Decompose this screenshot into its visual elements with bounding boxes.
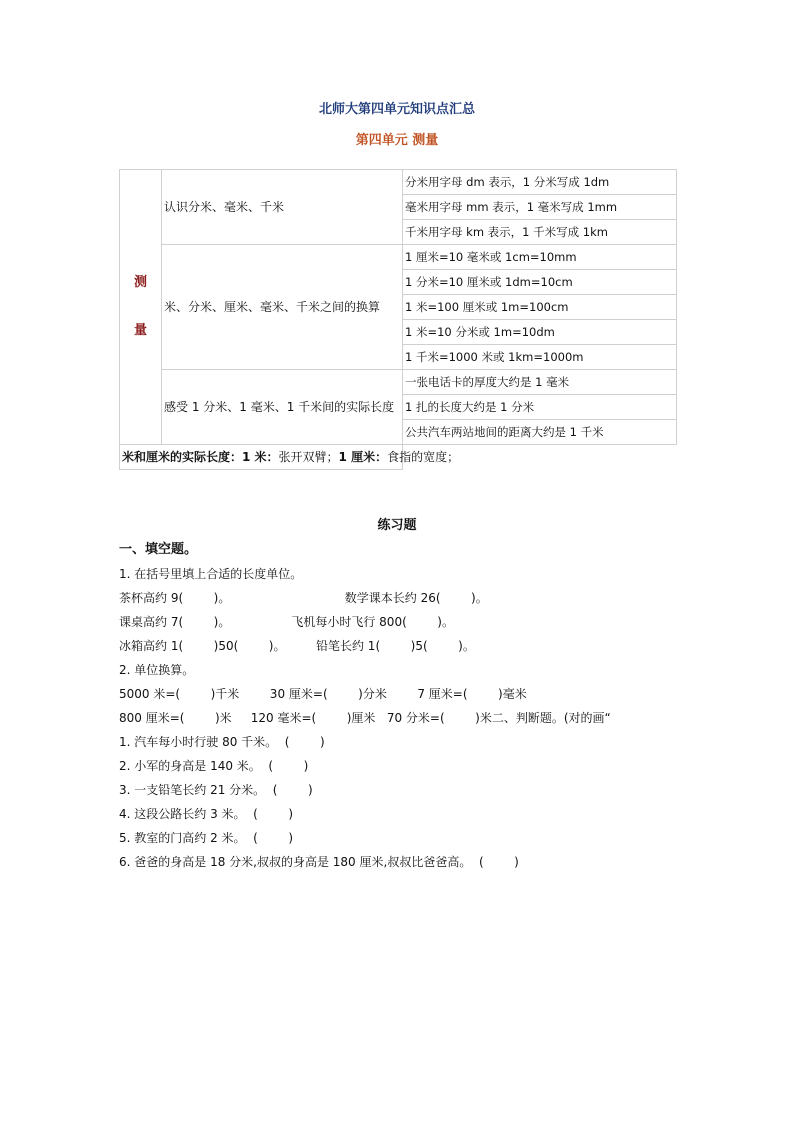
exercise-line: 6. 爸爸的身高是 18 分米,叔叔的身高是 180 厘米,叔叔比爸爸高。 ( )	[119, 855, 519, 869]
exercise-line: 5. 教室的门高约 2 米。 ( )	[119, 831, 294, 845]
side-label-2: 量	[133, 323, 147, 338]
exercise-line: 1. 汽车每小时行驶 80 千米。 ( )	[119, 735, 325, 749]
detail-cell: 1 厘米=10 毫米或 1cm=10mm	[403, 245, 677, 270]
detail-cell: 1 千米=1000 米或 1km=1000m	[403, 345, 677, 370]
exercise-line: 5000 米=( )千米 30 厘米=( )分米 7 厘米=( )毫米	[119, 687, 527, 701]
detail-cell: 毫米用字母 mm 表示，1 毫米写成 1mm	[403, 195, 677, 220]
exercise-line: 茶杯高约 9( )。 数学课本长约 26( )。	[119, 591, 488, 605]
summary-bold-2: 1 厘米：	[338, 450, 388, 464]
exercise-title: 练习题	[377, 518, 417, 533]
unit-subtitle: 第四单元 测量	[355, 133, 439, 148]
summary-cell	[120, 445, 460, 470]
exercise-line: 课桌高约 7( )。 飞机每小时飞行 800( )。	[119, 615, 454, 629]
detail-cell: 1 分米=10 厘米或 1dm=10cm	[403, 270, 677, 295]
exercise-line: 2. 单位换算。	[119, 663, 195, 677]
detail-cell: 公共汽车两站地间的距离大约是 1 千米	[403, 420, 677, 445]
document-title: 北师大第四单元知识点汇总	[318, 102, 475, 117]
exercise-line: 3. 一支铅笔长约 21 分米。 ( )	[119, 783, 313, 797]
detail-cell: 1 米=10 分米或 1m=10dm	[403, 320, 677, 345]
side-label-1: 测	[133, 275, 147, 290]
detail-cell: 一张电话卡的厚度大约是 1 毫米	[403, 370, 677, 395]
exercise-line: 2. 小军的身高是 140 米。 ( )	[119, 759, 309, 773]
knowledge-table	[119, 169, 677, 470]
exercise-line: 800 厘米=( )米 120 毫米=( )厘米 70 分米=( )米二、判断题。(对的画“	[119, 711, 611, 725]
topic-cell: 米、分米、厘米、毫米、千米之间的换算	[162, 245, 403, 370]
summary-text-2: 食指的宽度；	[387, 450, 460, 464]
detail-cell: 千米用字母 km 表示，1 千米写成 1km	[403, 220, 677, 245]
topic-cell: 认识分米、毫米、千米	[162, 170, 403, 245]
side-label-cell	[120, 170, 162, 445]
exercise-line: 4. 这段公路长约 3 米。 ( )	[119, 807, 294, 821]
detail-cell: 1 扎的长度大约是 1 分米	[403, 395, 677, 420]
summary-bold-1: 米和厘米的实际长度：1 米：	[122, 450, 279, 464]
topic-cell: 感受 1 分米、1 毫米、1 千米间的实际长度	[162, 370, 403, 445]
summary-text-1: 张开双臂；	[278, 450, 339, 464]
exercise-list	[119, 538, 679, 874]
exercise-line: 冰箱高约 1( )50( )。 铅笔长约 1( )5( )。	[119, 639, 475, 653]
detail-cell: 分米用字母 dm 表示，1 分米写成 1dm	[403, 170, 677, 195]
detail-cell: 1 米=100 厘米或 1m=100cm	[403, 295, 677, 320]
exercise-line: 1. 在括号里填上合适的长度单位。	[119, 567, 303, 581]
section-heading: 一、填空题。	[119, 542, 198, 557]
